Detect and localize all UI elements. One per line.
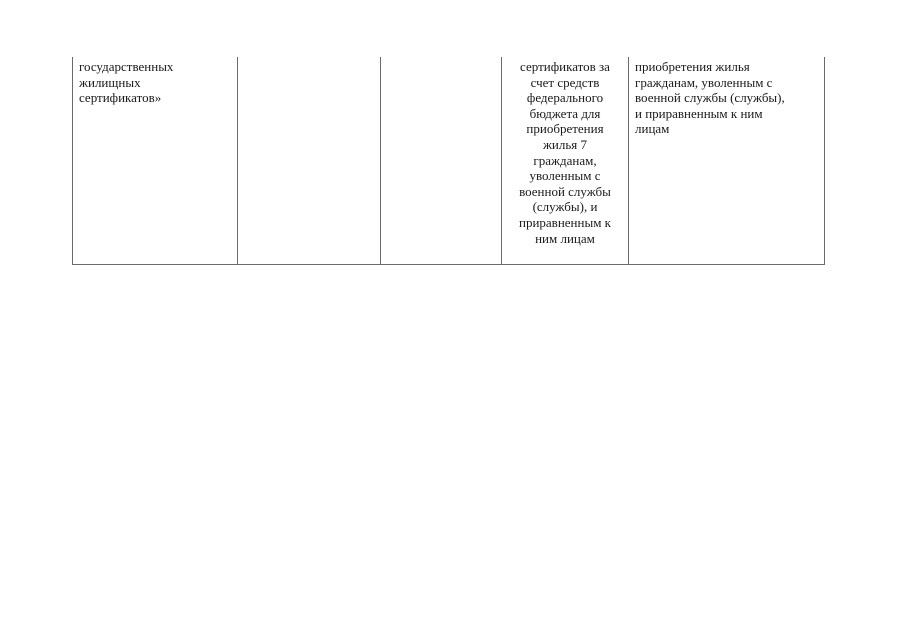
table-cell-program-name [73, 57, 238, 265]
cell-text: сертификатов за счет средств федерального бюджета для приобретения жилья 7 гражданам, уволенным с военной службы (службы), и приравненным к ним лицам [519, 59, 611, 246]
table-cell-indicator [502, 57, 629, 265]
table-row [73, 57, 825, 265]
cell-text: государственных жилищных сертификатов» [79, 59, 174, 106]
table-cell-empty [381, 57, 502, 265]
table-cell-result [629, 57, 825, 265]
cell-text: приобретения жилья гражданам, уволенным с военной службы (службы), и приравненным к ним лицам [635, 59, 785, 137]
program-table [72, 57, 825, 265]
table-cell-empty [238, 57, 381, 265]
